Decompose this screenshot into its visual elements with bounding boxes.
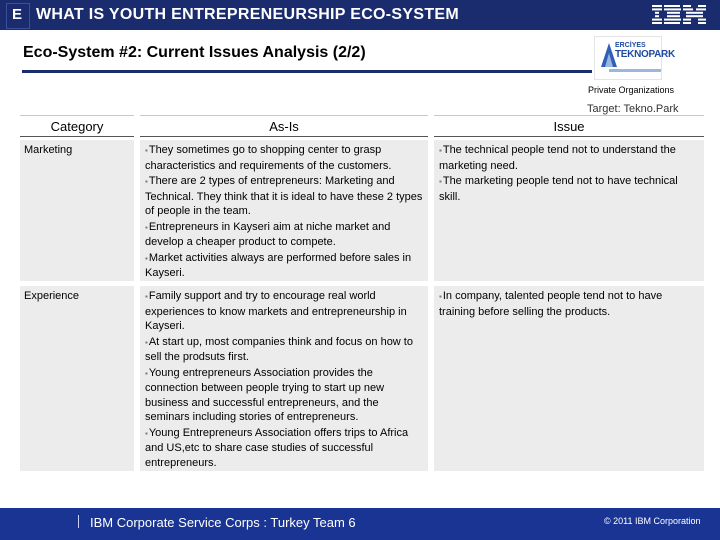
issue-cell [434,286,704,471]
footer-bar [0,508,720,540]
bullet-text: They sometimes go to shopping center to grasp characteristics and requirements of the customers. [145,144,392,172]
bullet-item [145,289,424,334]
bullet-icon: ▪ [145,253,148,263]
bullet-item [145,366,424,425]
bullet-icon: ▪ [145,368,148,378]
bullet-item [439,289,700,319]
section-title: WHAT IS YOUTH ENTREPRENEURSHIP ECO-SYSTEM [36,6,460,23]
bullet-text: Entrepreneurs in Kayseri aim at niche market and develop a cheaper product to compete. [145,220,391,248]
bullet-text: Market activities always are performed before sales in Kayseri. [145,251,412,279]
logo-line1: ERCİYES [615,42,646,49]
bullet-text: Family support and try to encourage real world experiences to know markets and entrepreneurship in Kayseri. [145,290,407,332]
bullet-item [145,251,424,281]
logo-underline [609,69,661,72]
footer-divider [78,515,79,528]
table-row-experience [20,286,704,471]
column-header-as-is: As-Is [140,115,428,137]
bullet-icon: ▪ [145,146,148,155]
logo-line2: TEKNOPARK [615,49,675,60]
bullet-text: In company, talented people tend not to have training before selling the products. [439,290,663,318]
title-divider [22,70,592,73]
bullet-text: Young entrepreneurs Association provides the connection between people trying to start up new business and successful entrepreneurs, and the seminars including stories of entrepreneurs. [145,366,385,423]
bullet-item [439,174,700,204]
slide-title: Eco-System #2: Current Issues Analysis (2/2) [23,44,366,61]
footer-copyright: © 2011 IBM Corporation [604,516,701,526]
bullet-item [145,426,424,471]
bullet-icon: ▪ [439,292,442,301]
bullet-icon: ▪ [145,292,148,301]
bullet-text: Young Entrepreneurs Association offers trips to Africa and US,etc to share case studies of successful entrepreneurs. [145,426,409,469]
bullet-icon: ▪ [145,428,148,438]
category-cell: Marketing [20,140,134,281]
teknopark-logo [594,36,675,80]
bullet-item [145,335,424,365]
bullet-text: The marketing people tend not to have technical skill. [439,175,678,203]
bullet-icon: ▪ [439,146,442,155]
top-banner [0,0,720,30]
bullet-text: At start up, most companies think and focus on how to sell the prodsuts first. [145,335,413,363]
target-label: Target: Tekno.Park [587,103,679,115]
bullet-item [145,220,424,250]
organization-type: Private Organizations [588,85,675,95]
section-badge: E [6,3,28,27]
table-row-marketing [20,140,704,281]
column-header-category: Category [20,115,134,137]
bullet-icon: ▪ [145,177,148,186]
bullet-icon: ▪ [145,222,148,232]
column-header-issue: Issue [434,115,704,137]
bullet-text: There are 2 types of entrepreneurs: Marketing and Technical. They think that it is ideal to have these 2 types of people in the team. [145,175,423,217]
bullet-item [439,143,700,173]
bullet-icon: ▪ [439,177,442,186]
as-is-cell [140,140,428,281]
bullet-icon: ▪ [145,337,148,347]
bullet-item [145,174,424,219]
as-is-cell [140,286,428,471]
bullet-item [145,143,424,173]
issue-cell [434,140,704,281]
footer-team: IBM Corporate Service Corps : Turkey Team 6 [90,515,356,530]
ibm-logo-icon [652,5,706,24]
category-cell: Experience [20,286,134,471]
bullet-text: The technical people tend not to understand the marketing need. [439,144,676,172]
